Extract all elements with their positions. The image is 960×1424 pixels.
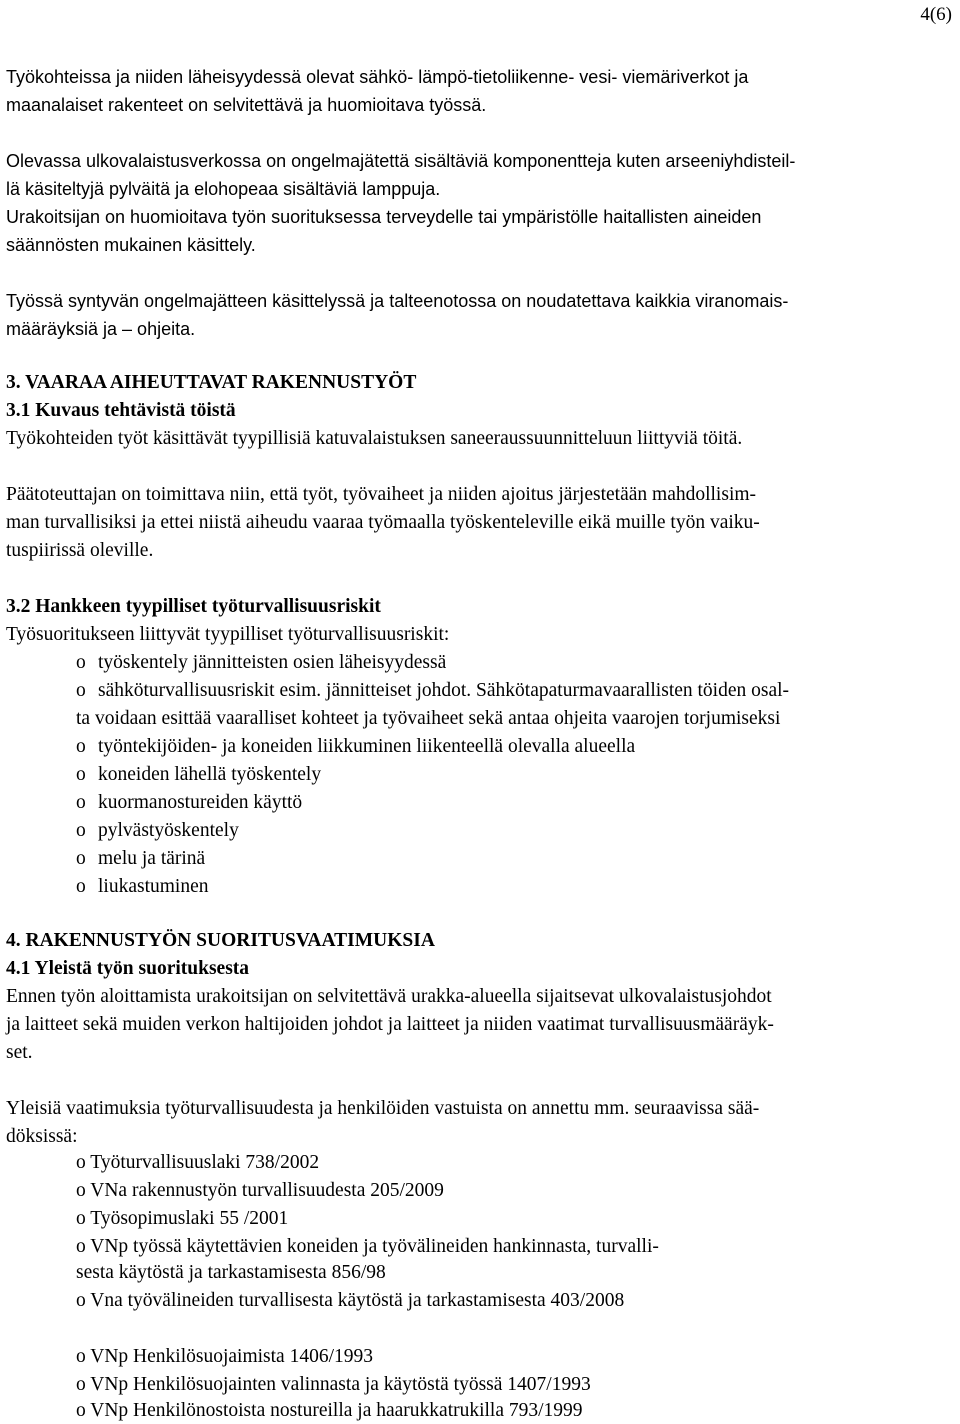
list-item-text: pylvästyöskentely [98,820,239,841]
paragraph-line: man turvallisiksi ja ettei niistä aiheudu vaaraa työmaalla työskenteleville eikä muille työn vaiku- [6,512,760,533]
list-item: o VNp työssä käytettävien koneiden ja työvälineiden hankinnasta, turvalli- [76,1236,659,1257]
bullet-mark: o [76,876,86,897]
list-item: o VNp Henkilönostoista nostureilla ja haarukkatrukilla 793/1999 [76,1400,583,1421]
paragraph-line: Yleisiä vaatimuksia työturvallisuudesta ja henkilöiden vastuista on annettu mm. seuraavissa sää- [6,1098,760,1119]
list-item-continuation: ta voidaan esittää vaaralliset kohteet ja työvaiheet sekä antaa ohjeita vaarojen torjumiseksi [76,708,781,729]
paragraph-line: Työkohteiden työt käsittävät tyypillisiä katuvalaistuksen saneeraussuunnitteluun liittyviä töitä. [6,428,743,449]
paragraph-line: Ennen työn aloittamista urakoitsijan on selvitettävä urakka-alueella sijaitsevat ulkovalaistusjohdot [6,986,772,1007]
list-item-text: koneiden lähellä työskentely [98,764,322,785]
list-item-text: työntekijöiden- ja koneiden liikkuminen liikenteellä olevalla alueella [98,736,636,757]
paragraph-line: döksissä: [6,1126,78,1147]
paragraph-line: Työkohteissa ja niiden läheisyydessä olevat sähkö- lämpö-tietoliikenne- vesi- viemäriverkot ja [6,67,749,87]
section-heading: 3. VAARAA AIHEUTTAVAT RAKENNUSTYÖT [6,372,417,393]
subsection-heading: 3.1 Kuvaus tehtävistä töistä [6,400,236,421]
list-item-text: sähköturvallisuusriskit esim. jännitteiset johdot. Sähkötapaturmavaarallisten töiden osal- [98,680,790,701]
bullet-mark: o [76,848,86,869]
paragraph-line: Urakoitsijan on huomioitava työn suorituksessa terveydelle tai ympäristölle haitallisten aineiden [6,207,762,227]
list-item: o Työsopimuslaki 55 /2001 [76,1208,289,1229]
page-number: 4(6) [920,4,952,25]
paragraph-line: maanalaiset rakenteet on selvitettävä ja huomioitava työssä. [6,95,487,115]
list-item: o VNp Henkilösuojainten valinnasta ja käytöstä työssä 1407/1993 [76,1374,591,1395]
paragraph-line: lä käsiteltyjä pylväitä ja elohopeaa sisältäviä lamppuja. [6,179,441,199]
list-item: o VNp Henkilösuojaimista 1406/1993 [76,1346,374,1367]
list-item-text: liukastuminen [98,876,209,897]
paragraph-line: set. [6,1042,33,1063]
paragraph-line: ja laitteet sekä muiden verkon haltijoiden johdot ja laitteet ja niiden vaatimat turvallisuusmääräyk- [6,1014,774,1035]
bullet-mark: o [76,652,86,673]
bullet-mark: o [76,680,86,701]
subsection-heading: 4.1 Yleistä työn suorituksesta [6,958,250,979]
list-item: o Työturvallisuuslaki 738/2002 [76,1152,320,1173]
bullet-mark: o [76,736,86,757]
list-item: o VNa rakennustyön turvallisuudesta 205/2009 [76,1180,444,1201]
section-heading: 4. RAKENNUSTYÖN SUORITUSVAATIMUKSIA [6,930,435,951]
paragraph-line: tuspiirissä oleville. [6,540,154,561]
bullet-mark: o [76,764,86,785]
list-item-text: melu ja tärinä [98,848,206,869]
paragraph-line: määräyksiä ja – ohjeita. [6,319,196,339]
bullet-mark: o [76,820,86,841]
list-item-continuation: sesta käytöstä ja tarkastamisesta 856/98 [76,1262,386,1283]
bullet-mark: o [76,792,86,813]
paragraph-line: Päätoteuttajan on toimittava niin, että työt, työvaiheet ja niiden ajoitus järjestetään mahdollisim- [6,484,757,505]
paragraph-line: säännösten mukainen käsittely. [6,235,256,255]
list-item: o Vna työvälineiden turvallisesta käytöstä ja tarkastamisesta 403/2008 [76,1290,625,1311]
paragraph-line: Olevassa ulkovalaistusverkossa on ongelmajätettä sisältäviä komponentteja kuten arseeniyhdisteil- [6,151,796,171]
list-item-text: kuormanostureiden käyttö [98,792,303,813]
subsection-heading: 3.2 Hankkeen tyypilliset työturvallisuusriskit [6,596,381,617]
list-item-text: työskentely jännitteisten osien läheisyydessä [98,652,447,673]
paragraph-line: Työsuoritukseen liittyvät tyypilliset työturvallisuusriskit: [6,624,450,645]
paragraph-line: Työssä syntyvän ongelmajätteen käsittelyssä ja talteenotossa on noudatettava kaikkia viranomais- [6,291,789,311]
